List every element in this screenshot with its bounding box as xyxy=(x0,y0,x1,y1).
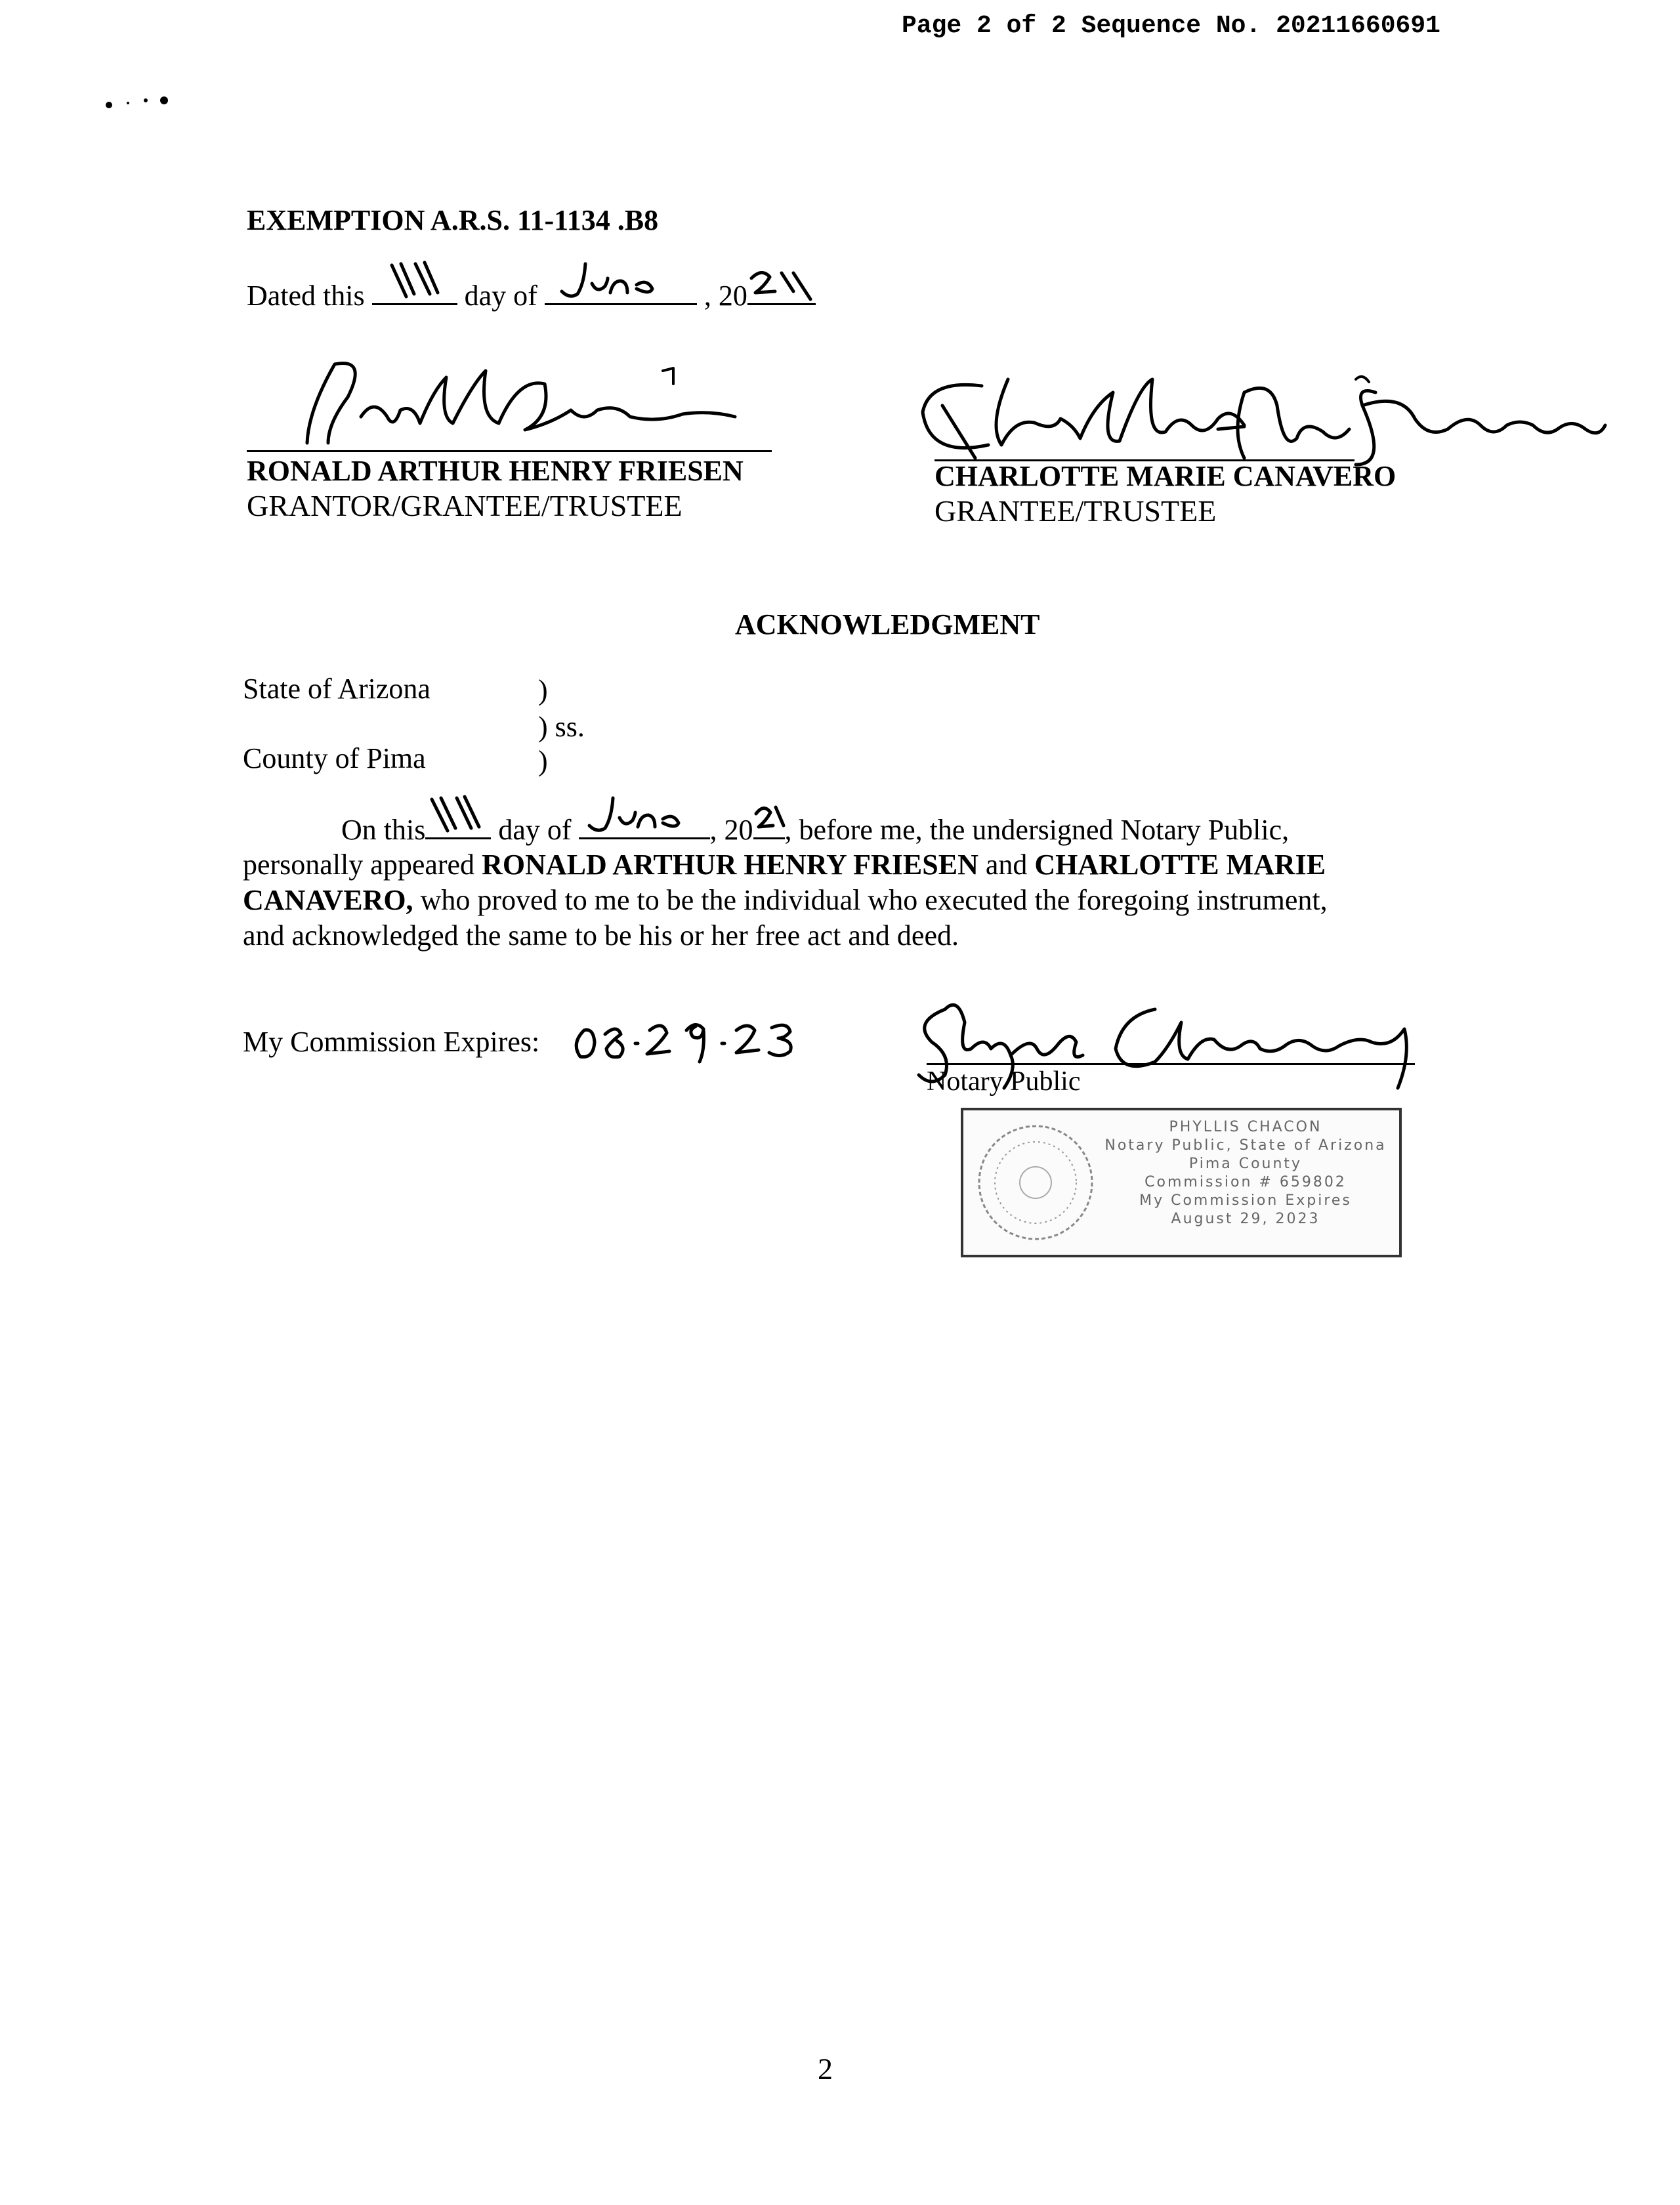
signer-role-ronald: GRANTOR/GRANTEE/TRUSTEE xyxy=(247,489,682,522)
venue-state: State of Arizona xyxy=(243,673,430,705)
notary-seal-graphic xyxy=(970,1117,1101,1248)
stamp-line-commission: Commission # 659802 xyxy=(1144,1174,1347,1190)
ack-year-handwriting xyxy=(753,794,793,836)
venue-paren-2: ) xyxy=(538,745,548,777)
acknowledgment-title: ACKNOWLEDGMENT xyxy=(735,608,1040,640)
signature-ronald-graphic xyxy=(289,351,761,450)
commission-label: My Commission Expires: xyxy=(243,1026,540,1058)
notary-label: Notary Public xyxy=(927,1066,1081,1097)
ack-body-line-3 xyxy=(243,883,1328,917)
ack-and: and xyxy=(978,849,1035,881)
ack-body-line-4: and acknowledged the same to be his or her free act and deed. xyxy=(243,919,959,952)
ack-personally-appeared: personally appeared xyxy=(243,849,482,881)
signer-name-ronald: RONALD ARTHUR HENRY FRIESEN xyxy=(247,455,744,487)
dated-month-blank xyxy=(545,274,697,305)
stamp-line-title: Notary Public, State of Arizona xyxy=(1104,1137,1387,1154)
stamp-line-expires-label: My Commission Expires xyxy=(1139,1192,1352,1209)
signature-line-ronald xyxy=(247,450,772,452)
ack-month-blank xyxy=(579,808,710,839)
dated-year-blank xyxy=(747,274,816,305)
commission-date-handwritten xyxy=(564,1004,814,1073)
ack-name-charlotte-last: CANAVERO, xyxy=(243,884,413,916)
notary-stamp xyxy=(961,1108,1402,1257)
venue-paren-1: ) xyxy=(538,674,548,706)
stamp-line-county: Pima County xyxy=(1188,1156,1303,1172)
venue-ss: ) ss. xyxy=(538,711,585,743)
ack-year-blank xyxy=(753,808,785,839)
commission-date-graphic xyxy=(564,1004,814,1070)
venue-county: County of Pima xyxy=(243,742,426,774)
dated-year-prefix: , 20 xyxy=(704,280,747,312)
stamp-line-name: PHYLLIS CHACON xyxy=(1169,1119,1322,1135)
ack-on-this: On this xyxy=(341,814,426,846)
signature-ronald xyxy=(289,351,761,453)
scan-marks xyxy=(98,92,197,115)
ack-body-line-1 xyxy=(341,808,1289,847)
page-number: 2 xyxy=(818,2052,833,2086)
dated-prefix: Dated this xyxy=(247,280,365,312)
exemption-heading: EXEMPTION A.R.S. 11-1134 .B8 xyxy=(247,204,659,236)
ack-day-blank xyxy=(425,808,491,839)
ack-body-line-2 xyxy=(243,848,1326,881)
ack-day-handwriting xyxy=(425,794,491,836)
ack-name-charlotte-first: CHARLOTTE MARIE xyxy=(1034,849,1326,881)
page-sequence-header: Page 2 of 2 Sequence No. 20211660691 xyxy=(902,12,1440,40)
ack-day-of: day of xyxy=(498,814,572,846)
signer-name-charlotte: CHARLOTTE MARIE CANAVERO xyxy=(934,460,1396,492)
dated-year-handwriting xyxy=(747,260,816,302)
dated-day-handwriting xyxy=(372,260,457,302)
scan-marks-graphic xyxy=(98,92,197,112)
ack-year-prefix: , 20 xyxy=(709,814,753,846)
dated-month-handwriting xyxy=(545,260,697,302)
dated-line xyxy=(247,274,816,312)
dated-day-blank xyxy=(372,274,457,305)
ack-who-proved: who proved to me to be the individual who executed the foregoing instrument, xyxy=(413,884,1328,916)
notary-stamp-text xyxy=(1101,1118,1390,1228)
ack-name-ronald: RONALD ARTHUR HENRY FRIESEN xyxy=(482,849,978,881)
notary-signature-line xyxy=(927,1063,1415,1065)
signer-role-charlotte: GRANTEE/TRUSTEE xyxy=(934,494,1217,528)
ack-month-handwriting xyxy=(579,794,710,836)
stamp-line-expires-date: August 29, 2023 xyxy=(1171,1211,1320,1227)
ack-before-me: , before me, the undersigned Notary Public, xyxy=(784,814,1290,846)
dated-day-word: day of xyxy=(464,280,537,312)
